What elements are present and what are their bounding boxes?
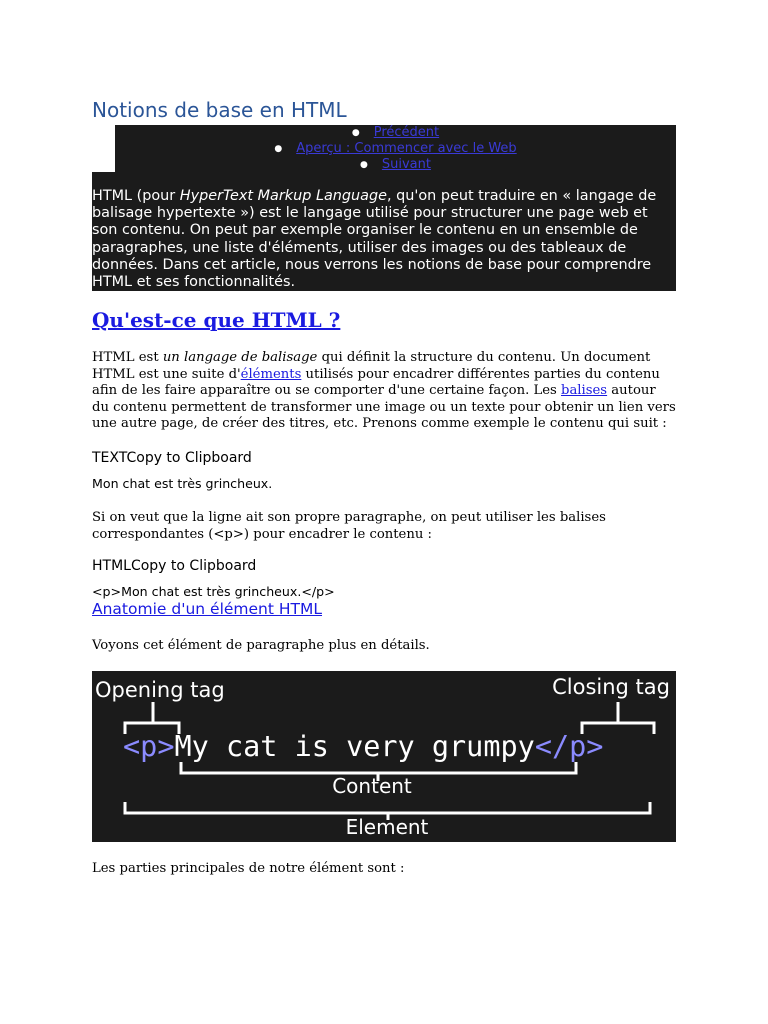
nav-link-next[interactable]: Suivant	[381, 157, 431, 172]
section-heading-anatomy[interactable]: Anatomie d'un élément HTML	[92, 600, 323, 618]
opening-tag-label: Opening tag	[95, 678, 225, 702]
bullet-icon: ●	[351, 128, 360, 138]
code-block-label[interactable]: TEXTCopy to Clipboard	[92, 450, 252, 466]
code-block-content: Mon chat est très grincheux.	[92, 476, 273, 491]
closing-tag-label: Closing tag	[552, 675, 670, 699]
nav-item-overview	[115, 141, 676, 157]
bullet-icon: ●	[360, 160, 368, 170]
element-label: Element	[345, 815, 429, 839]
code-block-content: <p>Mon chat est très grincheux.</p>	[92, 584, 335, 599]
content-label: Content	[332, 774, 412, 798]
sequence-nav	[115, 125, 676, 173]
code-block-label[interactable]: HTMLCopy to Clipboard	[92, 558, 257, 574]
content-text: My cat is very grumpy	[174, 730, 535, 763]
paragraph-what-is-html: HTML est un langage de balisage qui définit la structure du contenu. Un document HTML est une suite d'éléments utilisés pour encadrer différentes parties du contenu afin de les faire apparaître ou se comporter d'une certaine façon. Les balises autour du contenu permettent de transformer une image ou un texte pour obtenir un lien vers une autre page, de créer des titres, etc. Prenons comme exemple le contenu qui suit :	[92, 350, 676, 432]
nav-item-previous	[115, 125, 676, 141]
page-title: Notions de base en HTML	[92, 98, 347, 122]
nav-link-previous[interactable]: Précédent	[373, 125, 440, 140]
nav-link-overview[interactable]: Aperçu : Commencer avec le Web	[296, 141, 517, 156]
paragraph-anatomy-intro: Voyons cet élément de paragraphe plus en détails.	[92, 638, 430, 653]
paragraph-main-parts: Les parties principales de notre élément sont :	[92, 861, 405, 876]
nav-item-next	[115, 157, 676, 173]
bullet-icon: ●	[274, 144, 283, 154]
anatomy-svg	[92, 671, 676, 842]
paragraph-own-paragraph: Si on veut que la ligne ait son propre paragraphe, on peut utiliser les balises correspondantes (<p>) pour encadrer le contenu :	[92, 510, 606, 542]
link-elements[interactable]: éléments	[240, 366, 302, 382]
link-tags[interactable]: balises	[561, 383, 608, 399]
intro-block	[92, 125, 676, 291]
element-anatomy-diagram	[92, 671, 676, 842]
section-heading-what-is-html[interactable]: Qu'est-ce que HTML ?	[92, 308, 341, 332]
intro-paragraph: HTML (pour HyperText Markup Language, qu'on peut traduire en « langage de balisage hypertexte ») est le langage utilisé pour structurer une page web et son contenu. On peut par exemple organiser le contenu en un ensemble de paragraphes, une liste d'éléments, utiliser des images ou des tableaux de données. Dans cet article, nous verrons les notions de base pour comprendre HTML et ses fonctionnalités.	[92, 188, 657, 291]
element-code-line	[123, 730, 603, 763]
close-tag-text: </p>	[534, 730, 604, 763]
open-tag-text: <p>	[123, 730, 175, 763]
